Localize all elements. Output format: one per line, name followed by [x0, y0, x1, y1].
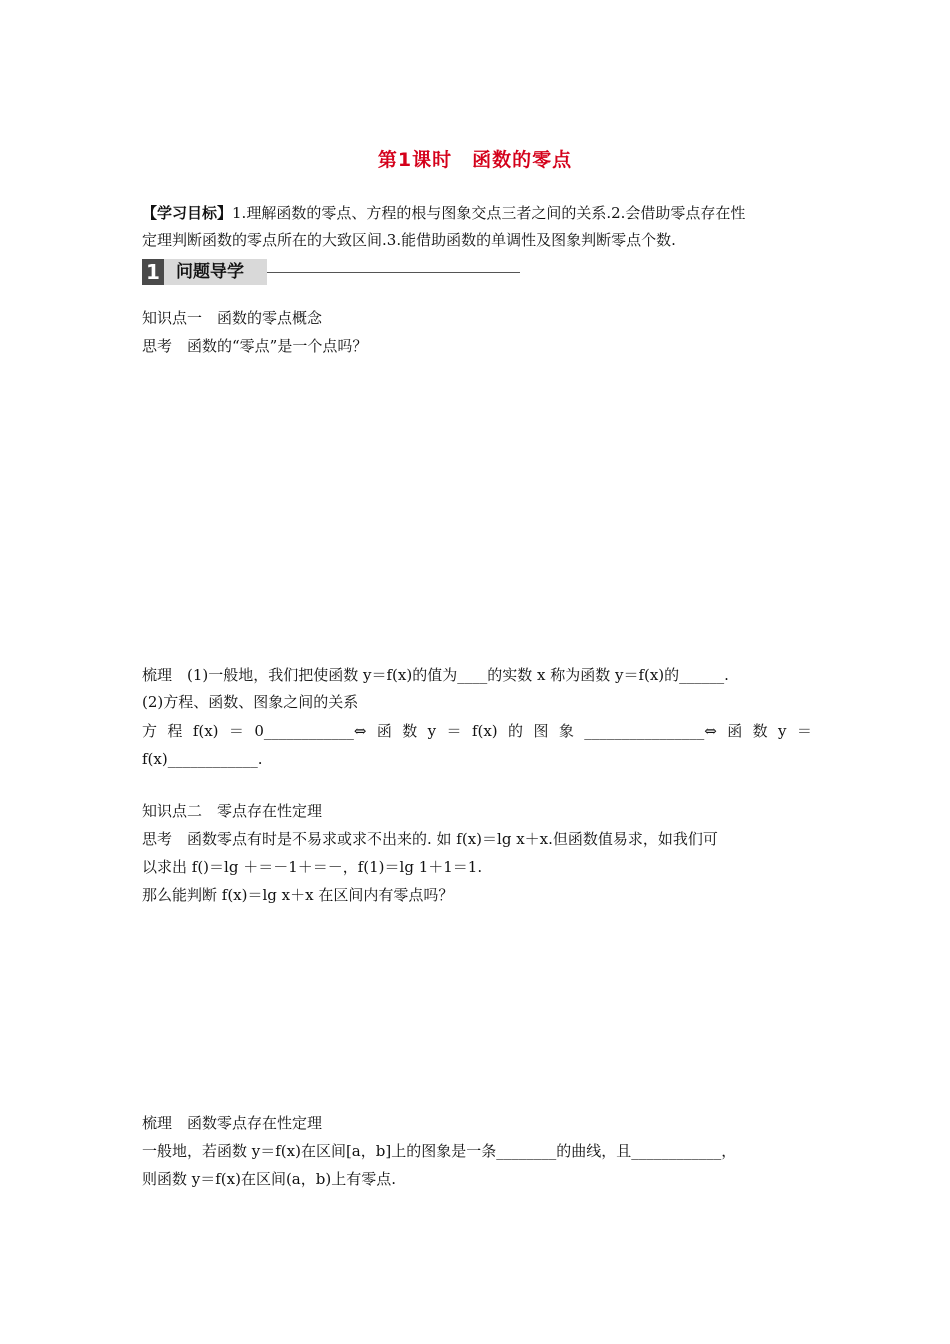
kp1-think: 思考 函数的“零点”是一个点吗？	[142, 337, 368, 355]
rel-token: f(x)	[192, 722, 219, 740]
rel-token: 函	[376, 722, 392, 740]
rel-token: 数	[752, 722, 768, 740]
rel-token: y	[427, 722, 437, 740]
learning-goals-text-1: 1.理解函数的零点、方程的根与图象交点三者之间的关系.2.会借助零点存在性	[232, 204, 746, 222]
kp1-sort-line-1: 梳理 (1)一般地，我们把使函数 y＝f(x)的值为____的实数 x 称为函数 y＝f(x)的______.	[142, 666, 729, 684]
kp2-think-line-1: 思考 函数零点有时是不易求或求不出来的. 如 f(x)＝lg x＋x.但函数值易求，如我们可	[142, 830, 718, 848]
rel-token: 程	[167, 722, 183, 740]
kp1-heading: 知识点一 函数的零点概念	[142, 309, 323, 327]
rel-token: 象	[558, 722, 574, 740]
rel-token: 的	[508, 722, 524, 740]
rel-token: 方	[142, 722, 158, 740]
section-number: 1	[142, 259, 164, 285]
rel-token: ＝	[228, 722, 244, 740]
rel-token: y	[778, 722, 787, 740]
section-header	[142, 259, 520, 285]
rel-token: ＝	[446, 722, 462, 740]
rel-token: ________________⇔	[584, 722, 717, 740]
rel-token: 0____________⇔	[254, 722, 367, 740]
section-title: 问题导学	[176, 262, 244, 282]
page-title: 第1课时 函数的零点	[377, 149, 573, 171]
kp2-sort-heading: 梳理 函数零点存在性定理	[142, 1114, 323, 1132]
learning-goals-label: 【学习目标】	[142, 204, 233, 222]
rel-token: ＝	[796, 722, 812, 740]
learning-goals-line-2: 定理判断函数的零点所在的大致区间.3.能借助函数的单调性及图象判断零点个数.	[142, 231, 676, 249]
section-divider	[267, 272, 520, 273]
learning-goals-line-1	[142, 203, 812, 223]
kp1-sort-line-2: (2)方程、函数、图象之间的关系	[142, 693, 359, 711]
kp2-think-line-2: 以求出 f()＝lg ＋＝－1＋＝－，f(1)＝lg 1＋1＝1.	[142, 858, 483, 876]
kp1-relation-line	[142, 721, 812, 741]
kp2-think-line-3: 那么能判断 f(x)＝lg x＋x 在区间内有零点吗？	[142, 886, 454, 904]
rel-token: 图	[533, 722, 549, 740]
rel-token: f(x)	[471, 722, 498, 740]
rel-token: 数	[402, 722, 418, 740]
kp2-sort-line-2: 则函数 y＝f(x)在区间(a，b)上有零点.	[142, 1170, 396, 1188]
kp1-relation-line-2: f(x)____________.	[142, 750, 263, 768]
kp2-heading: 知识点二 零点存在性定理	[142, 802, 323, 820]
kp2-sort-line-1: 一般地，若函数 y＝f(x)在区间[a，b]上的图象是一条________的曲线，且____________，	[142, 1142, 737, 1160]
rel-token: 函	[727, 722, 743, 740]
